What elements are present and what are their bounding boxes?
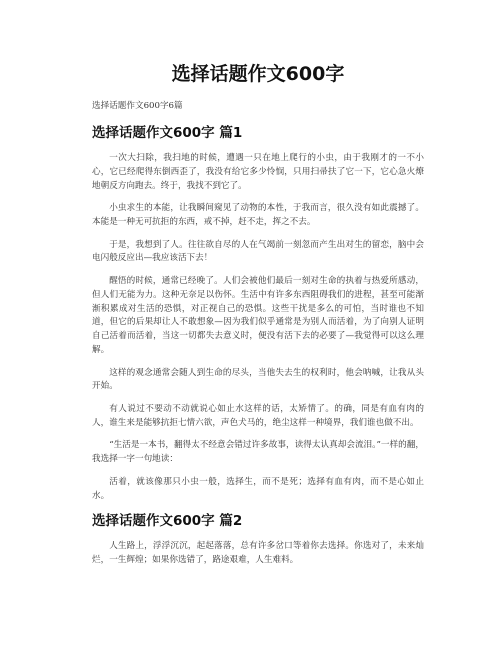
section-heading: 选择话题作文600字 篇1 (92, 125, 243, 141)
paragraph: 这样的观念通常会随人到生命的尽头，当他失去生的权利时，他会呐喊，让我从头开始。 (92, 367, 424, 392)
paragraph: 有人说过不要动不动就说心如止水这样的话，太矫情了。的确，同是有血有肉的人，谁生来是能够抗拒七情六欲，声色犬马的，绝尘这样一种境界，我们谁也做不出。 (92, 403, 424, 428)
paragraph: 一次大扫除，我扫地的时候，遭遇一只在地上爬行的小虫，由于我刚才的一不小心，它已经爬得东倒西歪了，我没有给它多少怜悯，只用扫帚扶了它一下，它心急火燎地朝反方向跑去。终于，我找不到它了。 (92, 153, 424, 191)
paragraph: 活着，就该像那只小虫一般，选择生，而不是死；选择有血有肉，而不是心如止水。 (92, 476, 424, 501)
paragraph: 于是，我想到了人。往往欲自尽的人在气竭前一刻忽而产生出对生的留恋，脑中会电闪般反应出—我应该活下去！ (92, 239, 424, 264)
paragraph: 醒悟的时候，通常已经晚了。人们会被他们最后一刻对生命的执着与热爱所感动，但人们无能为力。这种无奈足以伤怀。生活中有许多东西阻碍我们的进程，甚至可能渐渐积累成对生活的恐惧，对正视自己的恐惧。这些干扰是多么的可怕，当时谁也不知道，但它的后果却让人不敢想象—因为我们似乎通常是为别人而活着，为了向别人证明自己活着而活着，当这一切都失去意义时，便没有活下去的必要了—我觉得可以这么理解。 (92, 275, 424, 355)
document-title: 选择话题作文600字 (171, 63, 345, 85)
essay-section-1 (92, 124, 424, 503)
document-subtitle: 选择话题作文600字6篇 (92, 101, 183, 111)
paragraph: “生活是一本书，翻得太不经意会错过许多故事，读得太认真却会流泪。”一样的翻，我选择一字一句地读： (92, 440, 424, 465)
essay-section-2 (92, 512, 424, 568)
paragraph: 小虫求生的本能，让我瞬间窥见了动物的本性，于我而言，很久没有如此震撼了。本能是一种无可抗拒的东西，戒不掉，赶不走，挥之不去。 (92, 203, 424, 227)
section-heading: 选择话题作文600字 篇2 (92, 513, 243, 530)
paragraph: 人生路上，浮浮沉沉，起起落落，总有许多岔口等着你去选择。你选对了，未来灿烂，一生辉煌；如果你选错了，路途艰难，人生难料。 (92, 541, 424, 565)
